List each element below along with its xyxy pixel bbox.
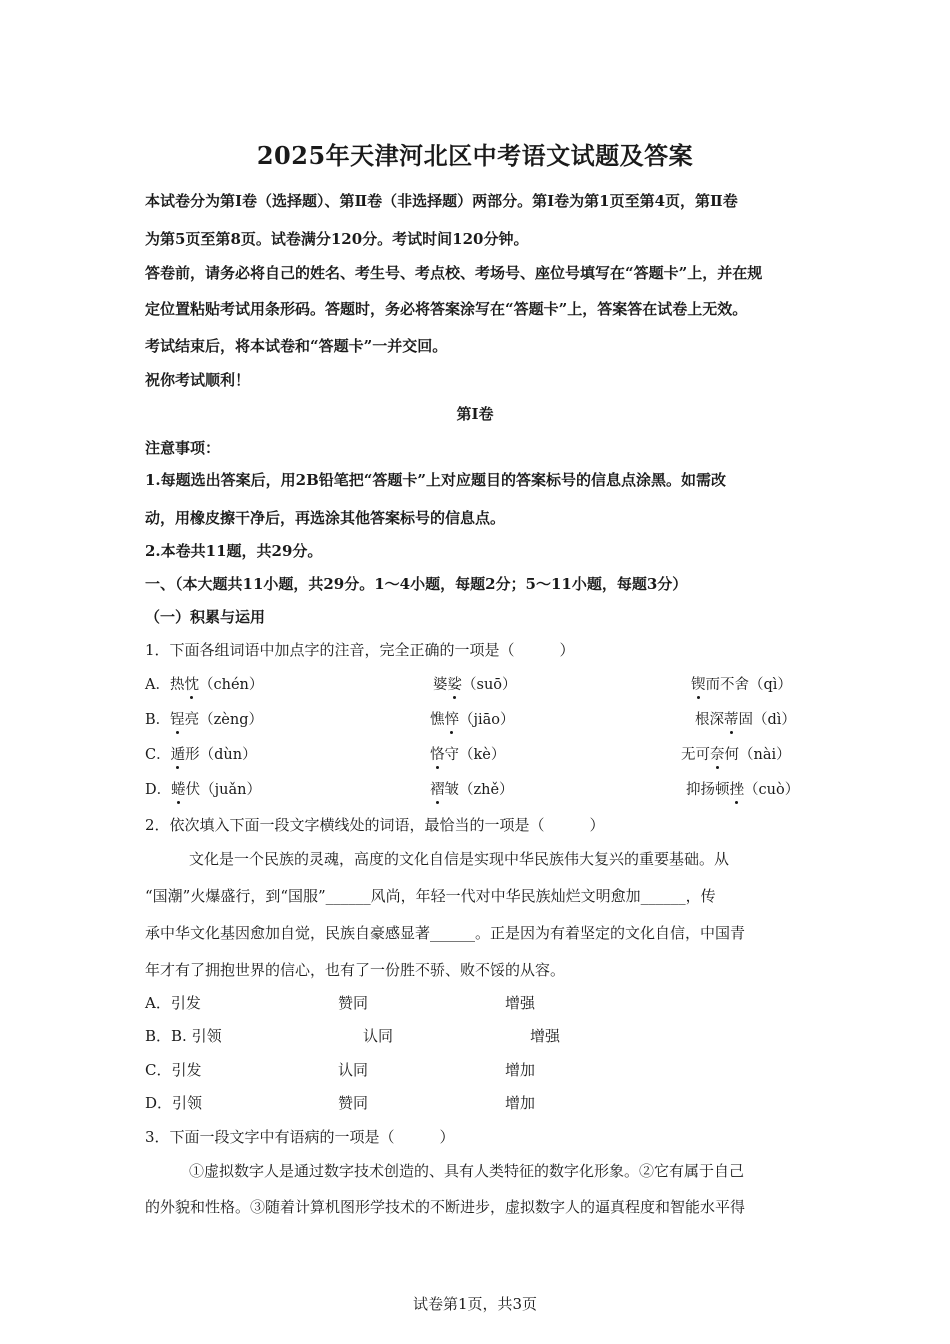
option-word-1: 引发 — [171, 1061, 202, 1079]
notes-line-1: 1.每题选出答案后，用2B铅笔把“答题卡”上对应题目的答案标号的信息点涂黑。如需改 — [145, 471, 727, 489]
dotted-char: 奈 — [710, 743, 725, 764]
notes-line-3: 2.本卷共11题，共29分。 — [145, 542, 323, 560]
q2-option-d[interactable] — [145, 1092, 202, 1113]
q1-b-word-2 — [430, 708, 515, 729]
volume-title: 第Ⅰ卷 — [456, 405, 494, 423]
q2-passage-line-4: 年才有了拥抱世界的信心，也有了一份胜不骄、败不馁的从容。 — [145, 961, 566, 979]
q1-option-c[interactable] — [145, 743, 257, 764]
q3-passage-line-1: ①虚拟数字人是通过数字技术创造的、具有人类特征的数字化形象。②它有属于自己 — [189, 1162, 745, 1180]
option-label: D． — [145, 1094, 173, 1112]
q1-a-word-3 — [691, 673, 792, 694]
dotted-char: 蒂 — [724, 708, 739, 729]
word-part: 固（dì） — [738, 712, 796, 728]
intro-line-5: 考试结束后，将本试卷和“答题卡”一并交回。 — [145, 337, 448, 355]
q1-option-b[interactable] — [145, 708, 263, 729]
option-word-1: B. 引领 — [171, 1027, 222, 1045]
word-part: 而不舍（qì） — [705, 677, 792, 693]
option-label: D． — [145, 782, 172, 798]
word-part: 亮（zèng） — [184, 712, 263, 728]
q1-d-word-2 — [430, 778, 514, 799]
word-part: （chén） — [198, 677, 264, 693]
dotted-char: 忱 — [184, 673, 199, 694]
word-part: 皱（zhě） — [444, 782, 514, 798]
q2-c-word-3: 增加 — [505, 1061, 536, 1079]
q2-a-word-2: 赞同 — [338, 994, 369, 1012]
intro-line-1: 本试卷分为第Ⅰ卷（选择题）、第Ⅱ卷（非选择题）两部分。第Ⅰ卷为第1页至第4页，第Ⅱ卷 — [145, 192, 738, 210]
option-label: C． — [145, 1061, 172, 1079]
q1-option-a[interactable] — [145, 673, 263, 694]
q2-passage-line-1: 文化是一个民族的灵魂，高度的文化自信是实现中华民族伟大复兴的重要基础。从 — [189, 850, 730, 868]
intro-line-2: 为第5页至第8页。试卷满分120分。考试时间120分钟。 — [145, 230, 529, 248]
q2-passage-line-3: 承中华文化基因愈加自觉，民族自豪感显著______。正是因为有着坚定的文化自信，中国青 — [145, 924, 746, 942]
q1-c-word-3 — [681, 743, 791, 764]
q2-b-word-3: 增强 — [530, 1027, 561, 1045]
option-label: A． — [145, 994, 171, 1012]
word-part: 守（kè） — [444, 747, 506, 763]
word-part: 伏（juǎn） — [185, 782, 261, 798]
q2-passage-line-2: “国潮”火爆盛行，到“国服”______风尚，年轻一代对中华民族灿烂文明愈加______，传 — [145, 887, 716, 905]
intro-line-4: 定位置粘贴考试用条形码。答题时，务必将答案涂写在“答题卡”上，答案答在试卷上无效。 — [145, 300, 748, 318]
intro-line-6: 祝你考试顺利！ — [145, 371, 251, 389]
dotted-char: 锲 — [691, 673, 706, 694]
dotted-char: 蜷 — [171, 778, 186, 799]
word-part: 憔 — [430, 712, 445, 728]
dotted-char: 娑 — [448, 673, 463, 694]
q2-option-a[interactable] — [145, 992, 201, 1013]
q3-stem: 3．下面一段文字中有语病的一项是（ ） — [145, 1128, 455, 1146]
notes-line-2: 动，用橡皮擦干净后，再选涂其他答案标号的信息点。 — [145, 509, 506, 527]
page-footer: 试卷第1页，共3页 — [412, 1295, 538, 1313]
option-word-1: 引领 — [172, 1094, 203, 1112]
exam-title: 2025年天津河北区中考语文试题及答案 — [256, 141, 694, 170]
q1-a-word-2 — [433, 673, 517, 694]
q1-stem: 1．下面各组词语中加点字的注音，完全正确的一项是（ ） — [145, 641, 575, 659]
word-part: （suō） — [462, 677, 517, 693]
q2-b-word-2: 认同 — [363, 1027, 394, 1045]
q2-d-word-2: 赞同 — [338, 1094, 369, 1112]
q1-option-d[interactable] — [145, 778, 261, 799]
dotted-char: 遁 — [171, 743, 186, 764]
dotted-char: 褶 — [430, 778, 445, 799]
option-word-1: 引发 — [170, 994, 201, 1012]
word-part: 何（nài） — [724, 747, 791, 763]
q3-passage-line-2: 的外貌和性格。③随着计算机图形学技术的不断进步，虚拟数字人的逼真程度和智能水平得 — [145, 1198, 746, 1216]
word-part: 根深 — [695, 712, 724, 728]
word-part: 形（dùn） — [185, 747, 257, 763]
intro-line-3: 答卷前，请务必将自己的姓名、考生号、考点校、考场号、座位号填写在“答题卡”上，并在规 — [145, 264, 763, 282]
dotted-char: 锃 — [170, 708, 185, 729]
notes-heading: 注意事项： — [145, 439, 221, 457]
option-label: A． — [145, 677, 170, 693]
subsection-heading: （一）积累与运用 — [145, 608, 266, 626]
q1-c-word-2 — [430, 743, 505, 764]
q2-option-b[interactable] — [145, 1025, 222, 1046]
dotted-char: 恪 — [430, 743, 445, 764]
option-label: B． — [145, 1027, 172, 1045]
dotted-char: 挫 — [730, 778, 745, 799]
section-heading: 一、（本大题共11小题，共29分。1～4小题，每题2分；5～11小题，每题3分） — [145, 575, 688, 593]
option-label: C． — [145, 747, 171, 763]
q2-d-word-3: 增加 — [505, 1094, 536, 1112]
word-part: 婆 — [433, 677, 448, 693]
q1-b-word-3 — [695, 708, 796, 729]
word-part: 抑扬顿 — [686, 782, 730, 798]
dotted-char: 悴 — [445, 708, 460, 729]
q1-d-word-3 — [686, 778, 799, 799]
q2-a-word-3: 增强 — [505, 994, 536, 1012]
word-part: （jiāo） — [459, 712, 515, 728]
word-part: 热 — [169, 677, 185, 693]
word-part: （cuò） — [744, 782, 800, 798]
q2-option-c[interactable] — [145, 1059, 202, 1080]
q2-c-word-2: 认同 — [338, 1061, 369, 1079]
option-label: B． — [145, 712, 171, 728]
word-part: 无可 — [681, 747, 710, 763]
q2-stem: 2．依次填入下面一段文字横线处的词语，最恰当的一项是（ ） — [145, 816, 605, 834]
